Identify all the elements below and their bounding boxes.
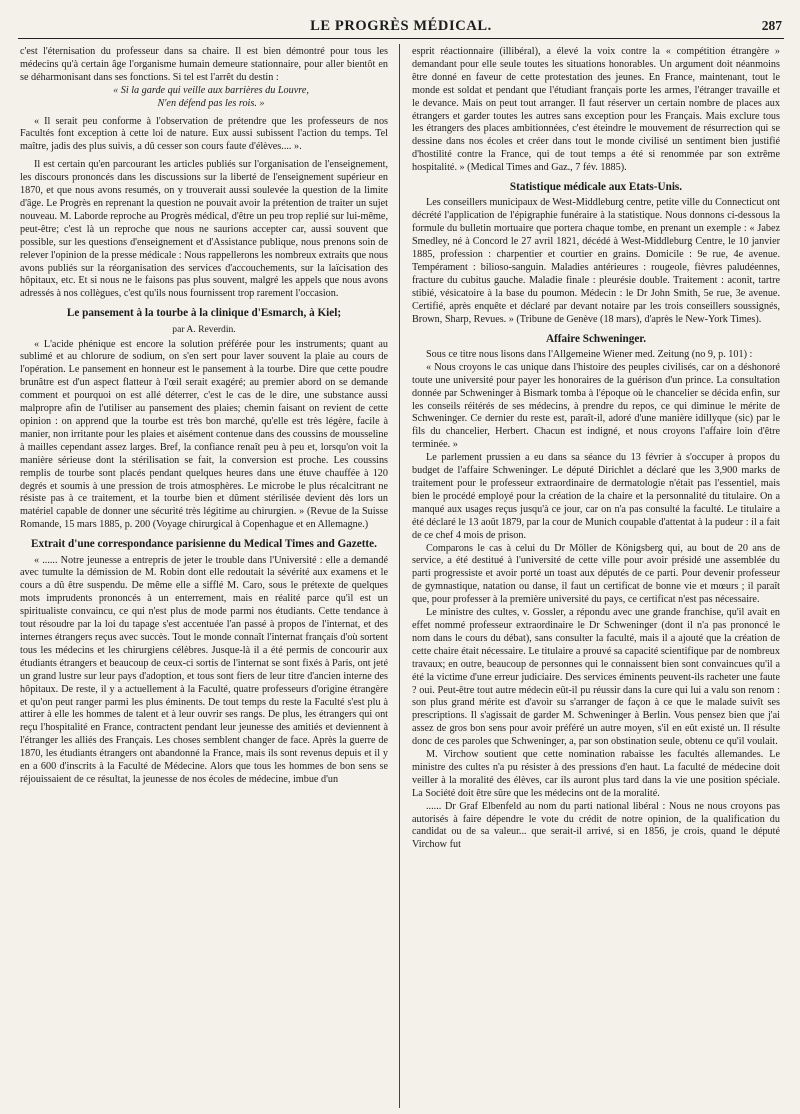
paragraph: Les conseillers municipaux de West-Middleburg centre, petite ville du Connecticut ont décrété l'application de l'épigraphie funéraire à la statistique. Nous donnons ci-dessous la formule du bulletin mortuaire que portera chaque tombe, en prenant un exemple : « Jabez Smedley, né à Concord le 27 avril 1821, décédé à West-Middleburg Centre, le 10 janvier 1885, profession : charpentier et courtier en grains. Domicile : 9e rue, 4e avenue. Tempérament : bilioso-sanguin. Maladies antérieures : rougeole, fièvres paludéennes, fracture du cubitus gauche. Maladie finale : pleurésie double. Traitement : aconit, tartre stibié, vésicatoire à la base du poumon. Médecin : le Dr John Smith, 5e rue, 3e avenue. Certifié, après enquête et déclaré par devant notaire par les trois conseillers soussignés, Brown, Sharp, Revues. » (Tribune de Genève (18 mars), d'après le New-York Times). [412, 197, 780, 325]
verse-line: « Si la garde qui veille aux barrières du Louvre, [113, 84, 309, 96]
paragraph: « L'acide phénique est encore la solution préférée pour les instruments; quant au sublimé et au chlorure de sodium, on s'en sert pour laver souvent la plaie au cours de l'opération. Le pansement en honneur est le pansement à la tourbe. Dire que cette poudre brunâtre est d'un aspect flatteur à l'œil serait exagéré; au premier abord on se demande comment et pourquoi on est allé déterrer, c'est le cas de le dire, une substance aussi malpropre afin de l'utiliser au pansement des plaies; chemin faisant on revient de cette opinion : on apprend que la tourbe est très bon marché, qu'elle est très légère, facile à manier, non irritante pour les plaies et aisément contenue dans des coussins de mousseline à mailles cependant assez larges. Bref, la confiance renaît peu à peu et, lorsqu'on voit la manière sérieuse dont la stérilisation se fait, la conversion est proche. Les coussins remplis de tourbe sont placés pendant quelques heures dans une étuve chauffée à 120 degrés et soumis à une pression de trois atmosphères. Le microbe le plus récalcitrant ne résiste pas à ce traitement, et la tourbe bien et dûment stérilisée devient dès lors un matériel capable de donner une sécurité très légitime au chirurgien. » (Revue de la Suisse Romande, 15 mars 1885, p. 200 (Voyage chirurgical à Copenhague et en Allemagne.) [20, 338, 388, 531]
running-header [18, 16, 784, 38]
journal-title: LE PROGRÈS MÉDICAL. [310, 18, 492, 34]
header-rule [18, 38, 784, 39]
quoted-paragraph: « Il serait peu conforme à l'observation de prétendre que les professeurs de nos Facultés font exception à cette loi de nature. Eux aussi subissent l'action du temps. Tel maître, jadis des plus suivis, a dû cesser son cours faute d'élèves.... ». [20, 115, 388, 153]
paragraph: esprit réactionnaire (illibéral), a élevé la voix contre la « compétition étrangère » demandant pour elle seule toutes les situations honorables. Un argument doit néanmoins être donné en faveur de cette protestation des jeunes. En France, maintenant, tout le monde est soldat et pendant que l'étudiant français porte les armes, l'étranger travaille et le devance. Mais on peut tout arranger. Il faut réserver un certain nombre de places aux étrangers et garder toutes les autres sans exception pour les Français. Mais exclure tous les étrangers des places ambitionnées, c'est éteindre le mouvement de résurrection qui se dessine dans nos écoles et créer dans tout le monde civilisé un sentiment bien justifié d'hostilité contre la France, qui de tout temps a été si renommée par son extrême hospitalité. » (Medical Times and Gaz., 7 fév. 1885). [412, 46, 780, 174]
left-column [20, 46, 388, 1108]
section-heading: Extrait d'une correspondance parisienne du Medical Times and Gazette. [31, 538, 377, 551]
paragraph: « ...... Notre jeunesse a entrepris de jeter le trouble dans l'Université : elle a demandé avec tumulte la démission de M. Robin dont elle redoutait la sévérité aux examens et le cours a dû être suspendu. De même elle a sifflé M. Caro, sous le prétexte de quelques mots imprudents prononcés à un enterrement, mais en réalité parce qu'il est un spiritualiste convaincu, ce qui n'est plus de mode parmi nos étudiants. Cette tendance à tout résoudre par la loi du tapage s'est accentuée l'an passé à propos de l'internat, et des internes étrangers reçus avec succès. Tout le monde connaît l'internat français d'où sortent tous les médecins et les chirurgiens célèbres. Jusque-là il a été permis de concourir aux étudiants étrangers et beaucoup de ceux-ci sortis de l'internat se sont fixés à Paris, ont jeté un grand lustre sur leur pays d'adoption, et tous sont fiers de leur titre d'ancien interne des hôpitaux. De reste, il y a actuellement à la Faculté, quatre professeurs d'origine étrangère et qu'on peut ranger parmi les plus éminents. De tout temps du reste la Faculté s'est plu à attirer à elle les hommes de talent et à leur ouvrir ses rangs. De plus, les étrangers qui ont reçu l'hospitalité en France, contractent pendant leur jeunesse des amitiés et deviennent à l'étranger les alliés des Français. Les choses semblent changer de face. Après la guerre de 1870, les étudiants étrangers ont abandonné la France, mais ils sont revenus depuis et il y en a 600 d'inscrits à la Faculté de Médecine. Alors que tous les hommes de bon sens se réjouissaient de ce résultat, la jeunesse de nos écoles de médecine, imbue d'un [20, 554, 388, 785]
paragraph: c'est l'éternisation du professeur dans sa chaire. Il est bien démontré pour tous les médecins qu'à certain âge l'organisme humain demeure stationnaire, pour aller bientôt en se déharmonisant dans ses fonctions. Si tel est l'arrêt du destin : [20, 46, 388, 83]
paragraph: Le parlement prussien a eu dans sa séance du 13 février à s'occuper à propos du budget de l'affaire Schweninger. Le député Dirichlet a déclaré que les 3,900 marks de traitement pour le professeur extraordinaire de dermatologie n'était pas l'essentiel, mais bien le procédé employé pour la création de la chaire et la personnalité du titulaire. On a manqué aux usages reçus jusqu'à ce jour, car on n'a pas consulté la faculté. Le titulaire a été déclaré le 13 août 1879, par la cour de Munich coupable d'attentat à la pudeur : il a fait de ce chef 4 mois de prison. [412, 452, 780, 541]
paragraph: M. Virchow soutient que cette nomination rabaisse les facultés allemandes. Le ministre des cultes n'a pu résister à des pressions d'en haut. La faculté de médecine doit veiller à la moralité des élèves, car ils auront plus tard dans la vie une position spéciale. La Société doit être sûre que les médecins ont de la moralité. [412, 749, 780, 799]
paragraph: Le ministre des cultes, v. Gossler, a répondu avec une grande franchise, qu'il avait en effet nommé professeur extraordinaire le Dr Schweninger (dont il n'a pas prononcé le nom dans le cours du débat), sans consulter la faculté, mais il a ajouté que la création de cette chaire était nécessaire. Le titulaire a prouvé sa capacité scientifique par de nombreux travaux; en outre, beaucoup de personnes qui le connaissent bien sont convaincues qu'il a été la victime d'une erreur judiciaire. Des services éminents peuvent-ils racheter une faute ? oui. Peut-être tout autre médecin eût-il pu réussir dans la cure qui lui a valu son renom : son plus grand mérite est d'avoir su s'arranger de façon à ce que le malade suivît ses prescriptions. Il s'agissait de garder M. Schweninger à Berlin. Vous pensez bien que j'ai assez de gros bon sens pour avoir préféré un autre moyen, s'il en eût existé un. Il résulte donc de ces paroles que Schweninger, a, par son obstination seule, obtenu ce qu'il voulait. [412, 607, 780, 748]
verse-line: N'en défend pas les rois. » [157, 97, 265, 109]
byline: par A. Reverdin. [172, 323, 236, 335]
page-number: 287 [761, 18, 782, 33]
paragraph: Comparons le cas à celui du Dr Möller de Königsberg qui, au bout de 20 ans de service, a été destitué à l'université de cette ville pour avoir présidé une assemblée du parti progressiste et avoir porté un toast aux députés de ce parti. Pour devenir professeur de gymnastique, natation ou danse, il faut un certificat de bonne vie et mœurs ; il paraît que, pour professer à la première université du pays, ce certificat n'est pas nécessaire. [412, 542, 780, 606]
paragraph: ...... Dr Graf Elbenfeld au nom du parti national libéral : Nous ne nous croyons pas autorisés à faire dépendre le vote du crédit de notre opinion, de la qualification du candidat ou de sa valeur... que serait-il arrivé, si en 1856, je crois, quand le député Virchow fut [412, 800, 780, 851]
paragraph: « Nous croyons le cas unique dans l'histoire des peuples civilisés, car on a déshonoré toute une université pour payer les honoraires de la guérison d'un prince. La consultation donnée par Schweninger à Bismark tomba à l'époque où le chancelier se décida enfin, sur les conseils réitérés de ses médecins, à prendre du repos, ce qui diminue le mérite de Schweninger. Ce dernier du reste est, paraît-il, adoré d'une manière idillyque (sic) par le fils du chancelier, Herbert. Chacun est indigné, et nous croyons l'affaire loin d'être terminée. » [412, 361, 780, 451]
right-column [412, 46, 780, 1108]
section-heading: Affaire Schweninger. [545, 332, 647, 345]
section-heading: Statistique médicale aux Etats-Unis. [509, 181, 683, 194]
column-divider [399, 44, 400, 1108]
paragraph: Il est certain qu'en parcourant les articles publiés sur l'organisation de l'enseignement, les discours prononcés dans les discussions sur la liberté de l'enseignement supérieur en 1870, et que nous avons resumés, on y trouverait aussi soulevée la question de la limite d'âge. Le Progrès en reprenant la question ne pouvait avoir la prétention de traiter un sujet nouveau. M. Laborde reproche au Progrès médical, d'être un peu trop replié sur lui-même, peut-être; c'est là un reproche que nous ne saurions accepter car, aussi souvent que possible, sur les questions d'enseignement et d'Assistance publique, nous prenons soin de relever l'opinion de la presse médicale : Nous rappellerons les nombreux extraits que nous avons publiés sur la réorganisation des services d'accouchements, sur la laïcisation des hôpitaux, etc. Et si nous ne le faisons pas plus souvent, malgré les appels que nous avons adressés à nos collègues, c'est qu'ils nous fournissent trop rarement l'occasion. [20, 159, 388, 300]
paragraph: Sous ce titre nous lisons dans l'Allgemeine Wiener med. Zeitung (no 9, p. 101) : [426, 348, 753, 360]
section-heading: Le pansement à la tourbe à la clinique d'Esmarch, à Kiel; [66, 307, 342, 320]
